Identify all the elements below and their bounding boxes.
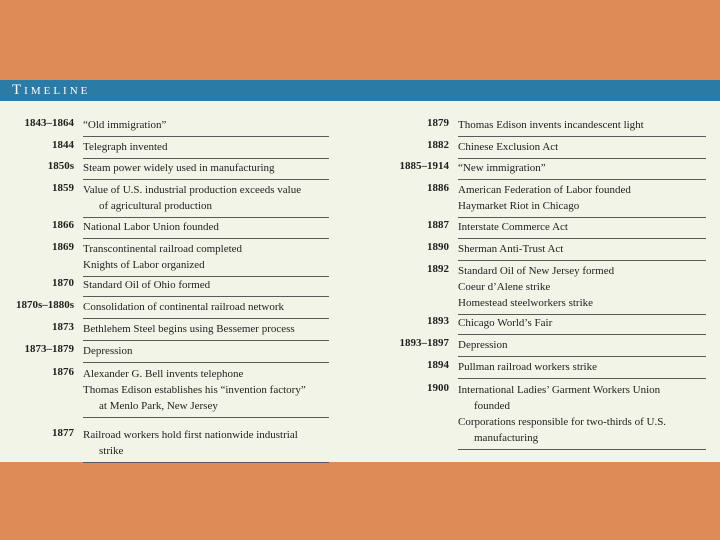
entry-year: 1873: [52, 321, 74, 333]
entry-event-line: Railroad workers hold first nationwide industrial: [83, 429, 298, 441]
entry-divider: [83, 136, 329, 137]
entry-event-line: Haymarket Riot in Chicago: [458, 200, 580, 212]
entry-divider: [458, 158, 706, 159]
entry-event: [83, 219, 219, 235]
entry-year: 1866: [52, 219, 74, 231]
entry-event-line: Knights of Labor organized: [83, 259, 205, 271]
entry-year: 1843–1864: [24, 117, 74, 129]
entry-divider: [458, 356, 706, 357]
entry-event-line: strike: [99, 445, 124, 457]
entry-year: 1887: [427, 219, 449, 231]
entry-year: 1859: [52, 182, 74, 194]
entry-event-line: Bethlehem Steel begins using Bessemer process: [83, 323, 295, 335]
entry-event: [83, 343, 133, 359]
entry-divider: [458, 260, 706, 261]
entry-divider: [458, 179, 706, 180]
entry-divider: [458, 378, 706, 379]
entry-event: [458, 263, 614, 311]
entry-divider: [458, 449, 706, 450]
timeline-header: [0, 80, 720, 101]
entry-divider: [83, 318, 329, 319]
entry-event-line: Chinese Exclusion Act: [458, 141, 559, 153]
entry-event-line: Coeur d’Alene strike: [458, 281, 551, 293]
entry-year: 1869: [52, 241, 74, 253]
entry-divider: [83, 340, 329, 341]
entry-event-line: Value of U.S. industrial production exceeds value: [83, 184, 302, 196]
entry-year: 1870s–1880s: [15, 299, 74, 311]
entry-event: [458, 219, 568, 235]
entry-event-line: Corporations responsible for two-thirds of U.S.: [458, 416, 667, 428]
entry-event-line: founded: [474, 400, 511, 412]
entry-divider: [83, 296, 329, 297]
entry-event-line: of agricultural production: [99, 200, 213, 212]
entry-event-line: Thomas Edison establishes his “invention factory”: [83, 384, 306, 396]
entry-divider: [458, 334, 706, 335]
entry-year: 1886: [427, 182, 449, 194]
entry-year: 1873–1879: [24, 343, 74, 355]
entry-event-line: Depression: [458, 339, 508, 351]
entry-divider: [458, 136, 706, 137]
entry-event: [83, 277, 210, 293]
entry-event-line: “Old immigration”: [83, 119, 167, 131]
entry-event: [83, 160, 275, 176]
entry-divider: [458, 238, 706, 239]
entry-event-line: at Menlo Park, New Jersey: [99, 400, 218, 412]
entry-event: [458, 241, 563, 257]
entry-event-line: Chicago World’s Fair: [458, 317, 553, 329]
entry-event: [458, 139, 558, 155]
entry-event: [458, 315, 552, 331]
entry-event-line: International Ladies’ Garment Workers Union: [458, 384, 661, 396]
entry-event: [458, 359, 597, 375]
entry-year: 1876: [52, 366, 74, 378]
entry-divider: [458, 217, 706, 218]
entry-divider: [83, 238, 329, 239]
entry-event-line: manufacturing: [474, 432, 539, 444]
entry-event: [83, 321, 295, 337]
entry-event-line: American Federation of Labor founded: [458, 184, 631, 196]
timeline-panel: [0, 80, 720, 462]
entry-year: 1885–1914: [399, 160, 449, 172]
entry-event-line: Standard Oil of New Jersey formed: [458, 265, 615, 277]
entry-year: 1894: [427, 359, 449, 371]
entry-year: 1844: [52, 139, 74, 151]
entry-event-line: Steam power widely used in manufacturing: [83, 162, 275, 174]
entry-event: [83, 241, 242, 273]
entry-event-line: Telegraph invented: [83, 141, 168, 153]
entry-year: 1877: [52, 427, 74, 439]
timeline-title: Timeline: [12, 82, 91, 98]
entry-year: 1870: [52, 277, 74, 289]
entry-event-line: National Labor Union founded: [83, 221, 219, 233]
entry-event: [83, 427, 298, 459]
entry-event-line: Alexander G. Bell invents telephone: [83, 368, 244, 380]
entry-event: [458, 337, 508, 353]
entry-event-line: Thomas Edison invents incandescent light: [458, 119, 644, 131]
entry-year: 1893: [427, 315, 449, 327]
entry-year: 1879: [427, 117, 449, 129]
entry-year: 1900: [427, 382, 449, 394]
entry-divider: [83, 179, 329, 180]
entry-event-line: Pullman railroad workers strike: [458, 361, 597, 373]
entry-divider: [83, 217, 329, 218]
entry-year: 1850s: [47, 160, 74, 172]
entry-event: [458, 382, 666, 446]
entry-year: 1892: [427, 263, 449, 275]
entry-event-line: Sherman Anti-Trust Act: [458, 243, 564, 255]
entry-event-line: Interstate Commerce Act: [458, 221, 568, 233]
entry-event: [83, 182, 301, 214]
entry-event-line: Transcontinental railroad completed: [83, 243, 243, 255]
entry-divider: [83, 158, 329, 159]
entry-event-line: Depression: [83, 345, 133, 357]
entry-event: [458, 182, 631, 214]
entry-event-line: Consolidation of continental railroad network: [83, 301, 285, 313]
entry-year: 1893–1897: [399, 337, 449, 349]
entry-event: [83, 139, 167, 155]
entry-event: [83, 299, 284, 315]
entry-year: 1890: [427, 241, 449, 253]
entry-event: [83, 366, 306, 414]
entry-divider: [83, 462, 329, 463]
entry-divider: [83, 362, 329, 363]
entry-event: [83, 117, 166, 133]
entry-event-line: Standard Oil of Ohio formed: [83, 279, 211, 291]
entry-event: [458, 160, 546, 176]
entry-event: [458, 117, 644, 133]
entry-divider: [83, 417, 329, 418]
entry-event-line: “New immigration”: [458, 162, 546, 174]
entry-year: 1882: [427, 139, 449, 151]
entry-event-line: Homestead steelworkers strike: [458, 297, 594, 309]
